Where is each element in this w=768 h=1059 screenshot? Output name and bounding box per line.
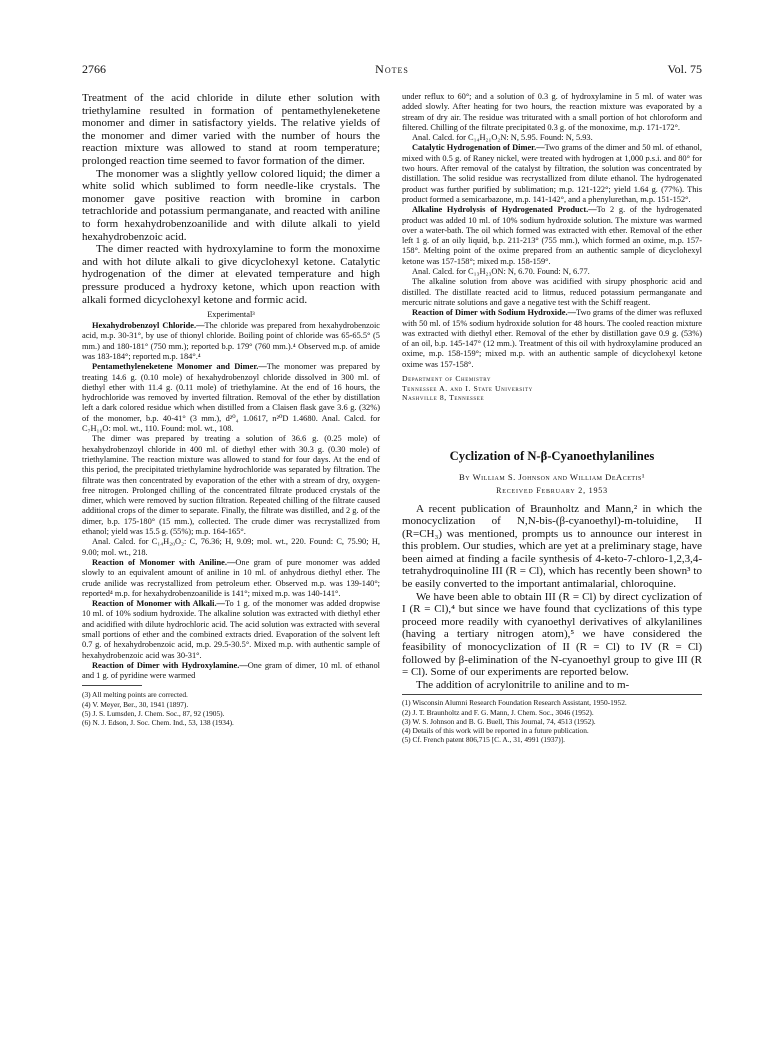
article-paragraph: We have been able to obtain III (R = Cl) by direct cyclization of I (R = Cl),⁴ but since we have found that cyclizations of this type proceed more readily with cyanoethyl derivatives of alkylanilines (having a tertiary nitrogen atom),⁵ we have considered the feasibility of monocyclization of II (R = Cl) to IV (R = Cl) followed by β-elimination of the N-cyanoethyl group to give III (R = Cl). Some of our experiments are reported below. bbox=[402, 590, 702, 679]
running-header bbox=[82, 62, 702, 78]
article-body bbox=[402, 503, 702, 692]
experimental-paragraph bbox=[82, 537, 380, 558]
volume-label: Vol. 75 bbox=[667, 62, 702, 76]
experimental-paragraph bbox=[402, 133, 702, 143]
experimental-paragraph bbox=[82, 434, 380, 537]
experimental-paragraph bbox=[82, 558, 380, 599]
experimental-paragraph bbox=[82, 661, 380, 682]
experimental-paragraph bbox=[82, 321, 380, 362]
paragraph-text: The dimer was prepared by treating a solution of 36.6 g. (0.25 mole) of hexahydrobenzoyl chloride in 400 ml. of diethyl ether with 30.3 g. (0.30 mole) of triethylamine. The reaction mixture was allowed to stand for four days. At the end of this period, the precipitated triethylamine hydrochloride was separated by filtration. The filtrate was then concentrated by evaporation of the ether with a stream of dry, oxygen-free nitrogen. Prolonged chilling of the concentrated filtrate produced crystals of the dimer, which were removed by suction filtration. Repeated chilling of the filtrate caused additional crops of the dimer to separate. Finally, the filtrate was distilled, and 2 g. of the dimer, b.p. 175-180° (15 mm.), collected. The crude dimer was recrystallized from ethanol; yield was 15.5 g. (55%); m.p. 164-165°. bbox=[82, 434, 380, 537]
page-number: 2766 bbox=[82, 62, 106, 76]
paragraph-text: One gram of dimer, 10 ml. of ethanol and 1 g. of pyridine were warmed bbox=[82, 660, 380, 681]
experimental-left bbox=[82, 321, 380, 681]
paragraph-text: under reflux to 60°; and a solution of 0.3 g. of hydroxylamine in 5 ml. of water was added slowly. After heating for two hours, the reaction mixture was evaporated by a stream of dry air. The residue was triturated with a small portion of hot chloroform and filtered. Chilling of the filtrate precipitated 0.3 g. of the monoxime, m.p. 171-172°. bbox=[402, 92, 702, 132]
running-title: Notes bbox=[375, 62, 409, 76]
footnote: (3) W. S. Johnson and B. G. Buell, This Journal, 74, 4513 (1952). bbox=[402, 716, 596, 726]
article-title: Cyclization of N-β-Cyanoethylanilines bbox=[449, 448, 655, 463]
intro-paragraph: The dimer reacted with hydroxylamine to form the monoxime and with hot dilute alkali to give dicyclohexyl ketone. Catalytic hydrogenation of the dimer at elevated temperature and high pressure produced a hydroxy ketone, which upon reaction with alkali formed dicyclohexyl ketone and formic acid. bbox=[82, 243, 380, 306]
intro-paragraph: Treatment of the acid chloride in dilute ether solution with triethylamine resulted in formation of pentamethyleneketene monomer and dimer in satisfactory yields. The relative yields of the monomer and dimer varied with the number of hours the reaction mixture was allowed to stand at room temperature; prolonged reaction time seemed to favor formation of the dimer. bbox=[82, 92, 380, 167]
runin-heading: Hexahydrobenzoyl Chloride.— bbox=[92, 321, 205, 331]
intro-text bbox=[82, 92, 380, 306]
left-column bbox=[82, 92, 380, 727]
runin-heading: Pentamethyleneketene Monomer and Dimer.— bbox=[92, 362, 267, 372]
footnote: (2) J. T. Braunholtz and F. G. Mann, J. Chem. Soc., 3046 (1952). bbox=[402, 707, 594, 717]
paragraph-text: Two grams of the dimer was refluxed with 50 ml. of 15% sodium hydroxide solution for 48 hours. The cooled reaction mixture was extracted with diethyl ether. Removal of the ether by distillation gave 0.9 g. (53%) of an oil, b.p. 145-147° (12 mm.). Treatment of this oil with hydroxylamine produced an oxime, m.p. 158-159°; mixed m.p. with an authentic sample of dicyclohexyl ketone oxime was 157-158°. bbox=[402, 308, 702, 369]
footnote-rule bbox=[402, 694, 702, 695]
intro-paragraph: The monomer was a slightly yellow colored liquid; the dimer a white solid which sublimed to form needle-like crystals. The monomer gave positive reaction with bromine in carbon tetrachloride and potassium permanganate, and reacted with aniline to form hexahydrobenzoanilide and with dilute alkali to yield hexahydrobenzoic acid. bbox=[82, 167, 380, 243]
paragraph-text: Anal. Calcd. for C₁₄H₂₀O₂: C, 76.36; H, 9.09; mol. wt., 220. Found: C, 75.90; H, 9.00; mol. wt., 218. bbox=[82, 537, 380, 557]
experimental-right bbox=[402, 92, 702, 370]
experimental-paragraph bbox=[402, 205, 702, 267]
paragraph-text: The alkaline solution from above was acidified with sirupy phosphoric acid and distilled. The distillate reacted acid to litmus, reduced potassium permanganate and mercuric nitrate solutions and gave a negative test with the Schiff reagent. bbox=[402, 277, 702, 307]
footnote-rule bbox=[82, 685, 142, 686]
footnote: (1) Wisconsin Alumni Research Foundation Research Assistant, 1950-1952. bbox=[402, 698, 627, 708]
experimental-paragraph bbox=[82, 599, 380, 661]
affiliation-line: Department of Chemistry bbox=[402, 374, 492, 384]
experimental-paragraph bbox=[402, 308, 702, 370]
runin-heading: Alkaline Hydrolysis of Hydrogenated Product.— bbox=[412, 205, 597, 215]
runin-heading: Reaction of Dimer with Sodium Hydroxide.— bbox=[412, 308, 576, 318]
runin-heading: Reaction of Monomer with Alkali.— bbox=[92, 599, 225, 609]
footnotes-right bbox=[402, 698, 702, 744]
footnote: (3) All melting points are corrected. bbox=[82, 690, 188, 700]
article-paragraph: The addition of acrylonitrile to aniline and to m- bbox=[416, 678, 630, 691]
runin-heading: Reaction of Monomer with Aniline.— bbox=[92, 557, 236, 567]
runin-heading: Reaction of Dimer with Hydroxylamine.— bbox=[92, 660, 248, 670]
experimental-paragraph bbox=[402, 267, 702, 277]
affiliation-line: Nashville 8, Tennessee bbox=[402, 393, 485, 403]
received-date: Received February 2, 1953 bbox=[496, 485, 608, 495]
footnote: (5) Cf. French patent 806,715 [C. A., 31, 4991 (1937)]. bbox=[402, 735, 565, 745]
paragraph-text: The chloride was prepared from hexahydrobenzoic acid, m.p. 30-31°, by use of thionyl chloride. Boiling point of chloride was 65-65.5° (5 mm.) and 180-181° (750 mm.); reported b.p. 179° (760 mm.).⁴ Observed m.p. of amide was 183-184°; reported m.p. 184°.⁴ bbox=[82, 321, 380, 361]
footnote: (5) J. S. Lumsden, J. Chem. Soc., 87, 92 (1905). bbox=[82, 708, 225, 718]
footnote: (4) Details of this work will be reported in a future publication. bbox=[402, 726, 589, 736]
article-authors: By William S. Johnson and William DeAcetis¹ bbox=[459, 471, 645, 482]
footnote: (4) V. Meyer, Ber., 30, 1941 (1897). bbox=[82, 699, 189, 709]
paragraph-text: One gram of pure monomer was added slowly to an equivalent amount of aniline in 10 ml. of anhydrous diethyl ether. The crude anilide was recrystallized from petroleum ether. Observed m.p. was 139-140°; reported⁴ m.p. for hexahydrobenzoanilide is 141°; mixed m.p. was 140-141°. bbox=[82, 557, 380, 598]
right-column bbox=[402, 92, 702, 744]
experimental-paragraph bbox=[402, 143, 702, 205]
experimental-heading: Experimental³ bbox=[207, 310, 255, 320]
experimental-paragraph bbox=[82, 362, 380, 434]
article-paragraph: A recent publication of Braunholtz and Mann,² in which the monocyclization of N,N-bis-(β-cyanoethyl)-m-toluidine, II (R=CH₃) was mentioned, prompts us to announce our interest in this problem. Our studies, which are yet at a preliminary stage, have been aimed at finding a facile synthesis of 4-keto-7-chloro-1,2,3,4-tetrahydroquinoline III (R = Cl), which has recently been shown³ to be easily converted to the important antimalarial, chloroquine. bbox=[402, 502, 702, 591]
paragraph-text: Anal. Calcd. for C₁₃H₂₃ON: N, 6.70. Found: N, 6.77. bbox=[412, 267, 590, 277]
experimental-paragraph bbox=[402, 277, 702, 308]
footnote: (6) N. J. Edson, J. Soc. Chem. Ind., 53, 138 (1934). bbox=[82, 718, 234, 728]
footnotes-left bbox=[82, 690, 380, 727]
paragraph-text: The monomer was prepared by treating 14.6 g. (0.10 mole) of hexahydrobenzoyl chloride dissolved in 300 ml. of diethyl ether with 11.4 g. (0.11 mole) of triethylamine. At the end of 16 hours, the hydrochloride was removed by inverted filtration. Removal of the ether by distillation left a dark colored residue which when distilled from a Claisen flask gave 3.6 g. (32%) of the monomer, b.p. 40-41° (3 mm.), d²⁰₄ 1.0617, n²⁰D 1.4680. Anal. Calcd. for C₇H₁₀O: mol. wt., 110. Found: mol. wt., 108. bbox=[82, 362, 381, 434]
paragraph-text: To 2 g. of the hydrogenated product was added 10 ml. of 10% sodium hydroxide solution. The mixture was warmed over a water-bath. The oil which formed was extracted with ether. Removal of the ether left 1 g. of an oily liquid, b.p. 211-213° (755 mm.), which formed an oxime, m.p. 157-158°. Melting point of the oxime prepared from an authentic sample of dicyclohexyl ketone was 157-158°; mixed m.p. 158-159°. bbox=[402, 205, 702, 266]
runin-heading: Catalytic Hydrogenation of Dimer.— bbox=[412, 143, 545, 153]
affiliation bbox=[402, 374, 702, 403]
paragraph-text: Anal. Calcd. for C₁₄H₂₁O₂N: N, 5.95. Found: N, 5.93. bbox=[412, 133, 593, 143]
paragraph-text: Two grams of the dimer and 50 ml. of ethanol, mixed with 0.5 g. of Raney nickel, were treated with hydrogen at 1,000 p.s.i. and 80° for two hours. After removal of the catalyst by filtration, the solution was concentrated by distillation. The solid residue was recrystallized from dilute ethanol. The hydrogenated product was further purified by sublimation; m.p. 121-122°; yield 1.64 g. (77%). This product formed a semicarbazone, m.p. 141-142°, and a phenylurethan, m.p. 151-152°. bbox=[402, 143, 702, 204]
experimental-paragraph bbox=[402, 92, 702, 133]
paragraph-text: To 1 g. of the monomer was added dropwise 10 ml. of 10% sodium hydroxide. The alkaline solution was extracted with diethyl ether and acidified with dilute hydrochloric acid. The acid solution was extracted with several small portions of ether and the combined extracts dried. Evaporation of the solvent left 0.7 g. of hexahydrobenzoic acid, m.p. 29.5-30.5°. Mixed m.p. with authentic sample of hexahydrobenzoic acid was 30-31°. bbox=[82, 599, 380, 660]
affiliation-line: Tennessee A. and I. State University bbox=[402, 383, 533, 393]
